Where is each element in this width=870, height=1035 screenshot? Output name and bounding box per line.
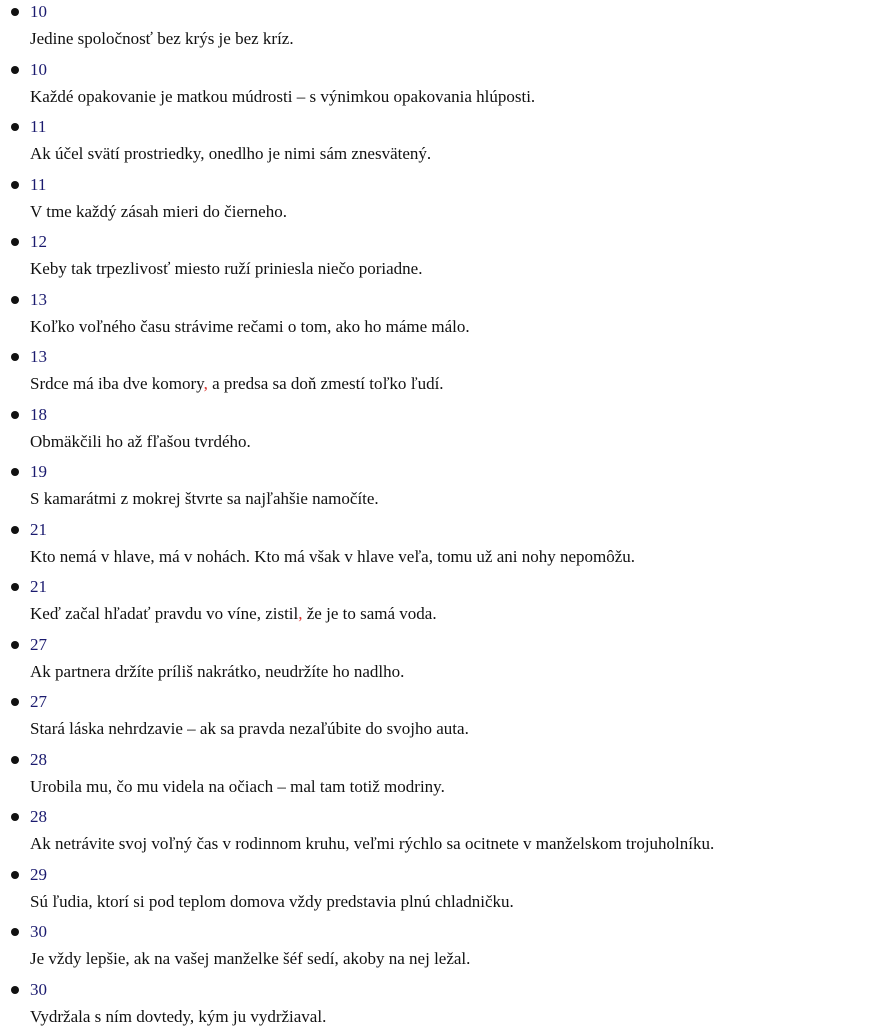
quote-text-segment: Obmäkčili ho až fľašou tvrdého. [30,432,251,451]
quote-item [0,58,870,116]
quote-text-segment: V tme každý zásah mieri do čierneho. [30,202,287,221]
quote-number-link[interactable]: 11 [30,173,46,197]
quote-text [30,891,514,913]
bullet-icon [11,411,19,419]
quote-item [0,403,870,461]
quote-text-segment: S kamarátmi z mokrej štvrte sa najľahšie namočíte. [30,489,379,508]
quote-text-segment: Vydržala s ním dovtedy, kým ju vydržiaval. [30,1007,326,1026]
quote-number-link[interactable]: 27 [30,690,47,714]
quote-text [30,201,287,223]
bullet-icon [11,296,19,304]
quote-number-link[interactable]: 12 [30,230,47,254]
quote-text [30,373,444,395]
quote-item [0,518,870,576]
quote-number-link[interactable]: 21 [30,518,47,542]
quote-text [30,316,470,338]
bullet-icon [11,526,19,534]
quote-item [0,0,870,58]
quote-text-segment: Ak účel svätí prostriedky, onedlho je nimi sám znesvätený. [30,144,431,163]
quote-text-segment: Ak partnera držíte príliš nakrátko, neudržíte ho nadlho. [30,662,404,681]
quote-item [0,288,870,346]
quote-item [0,230,870,288]
bullet-icon [11,641,19,649]
bullet-icon [11,353,19,361]
quote-text [30,258,422,280]
quote-text [30,546,635,568]
quote-number-link[interactable]: 11 [30,115,46,139]
quote-text-segment: a predsa sa doň zmestí toľko ľudí. [208,374,444,393]
quote-text [30,776,445,798]
quote-number-link[interactable]: 13 [30,288,47,312]
quote-text [30,86,535,108]
quote-item [0,173,870,231]
quote-text-segment: Stará láska nehrdzavie – ak sa pravda nezaľúbite do svojho auta. [30,719,469,738]
quote-item [0,633,870,691]
quote-text-segment: Ak netrávite svoj voľný čas v rodinnom kruhu, veľmi rýchlo sa ocitnete v manželskom trojuholníku. [30,834,714,853]
bullet-icon [11,468,19,476]
quote-text-segment: Sú ľudia, ktorí si pod teplom domova vždy predstavia plnú chladničku. [30,892,514,911]
quote-number-link[interactable]: 30 [30,978,47,1002]
bullet-icon [11,123,19,131]
quote-item [0,748,870,806]
quote-number-link[interactable]: 28 [30,805,47,829]
quote-item [0,920,870,978]
bullet-icon [11,986,19,994]
quote-number-link[interactable]: 29 [30,863,47,887]
quote-text [30,661,404,683]
quote-item [0,978,870,1035]
bullet-icon [11,756,19,764]
quote-number-link[interactable]: 28 [30,748,47,772]
quote-number-link[interactable]: 30 [30,920,47,944]
quote-text-segment: Kto nemá v hlave, má v nohách. Kto má však v hlave veľa, tomu už ani nohy nepomôžu. [30,547,635,566]
quote-text-segment: Srdce má iba dve komory [30,374,204,393]
quote-text [30,488,379,510]
quote-text [30,603,437,625]
bullet-icon [11,66,19,74]
quote-text-segment: Keď začal hľadať pravdu vo víne, zistil [30,604,298,623]
quote-text [30,833,714,855]
quote-item [0,690,870,748]
quote-text [30,718,469,740]
quote-text [30,143,431,165]
bullet-icon [11,238,19,246]
bullet-icon [11,928,19,936]
highlighted-comma: , [204,374,208,393]
quote-item [0,863,870,921]
bullet-icon [11,871,19,879]
quote-text-segment: Keby tak trpezlivosť miesto ruží priniesla niečo poriadne. [30,259,422,278]
quote-item [0,345,870,403]
quote-text-segment: Jedine spoločnosť bez krýs je bez kríz. [30,29,294,48]
quote-text [30,431,251,453]
bullet-icon [11,181,19,189]
quote-number-link[interactable]: 10 [30,0,47,24]
quote-number-link[interactable]: 10 [30,58,47,82]
quote-item [0,115,870,173]
quote-text [30,948,470,970]
bullet-icon [11,583,19,591]
quote-text-segment: Urobila mu, čo mu videla na očiach – mal tam totiž modriny. [30,777,445,796]
bullet-icon [11,813,19,821]
quote-text-segment: Každé opakovanie je matkou múdrosti – s výnimkou opakovania hlúposti. [30,87,535,106]
quote-text [30,1006,326,1028]
quote-item [0,460,870,518]
quote-item [0,805,870,863]
quote-item [0,575,870,633]
quote-text [30,28,294,50]
quote-number-link[interactable]: 18 [30,403,47,427]
bullet-icon [11,698,19,706]
quote-number-link[interactable]: 21 [30,575,47,599]
quote-number-link[interactable]: 13 [30,345,47,369]
bullet-icon [11,8,19,16]
quote-number-link[interactable]: 19 [30,460,47,484]
quote-number-link[interactable]: 27 [30,633,47,657]
quote-text-segment: Je vždy lepšie, ak na vašej manželke šéf sedí, akoby na nej ležal. [30,949,470,968]
quote-text-segment: že je to samá voda. [303,604,437,623]
highlighted-comma: , [298,604,302,623]
quote-text-segment: Koľko voľného času strávime rečami o tom, ako ho máme málo. [30,317,470,336]
